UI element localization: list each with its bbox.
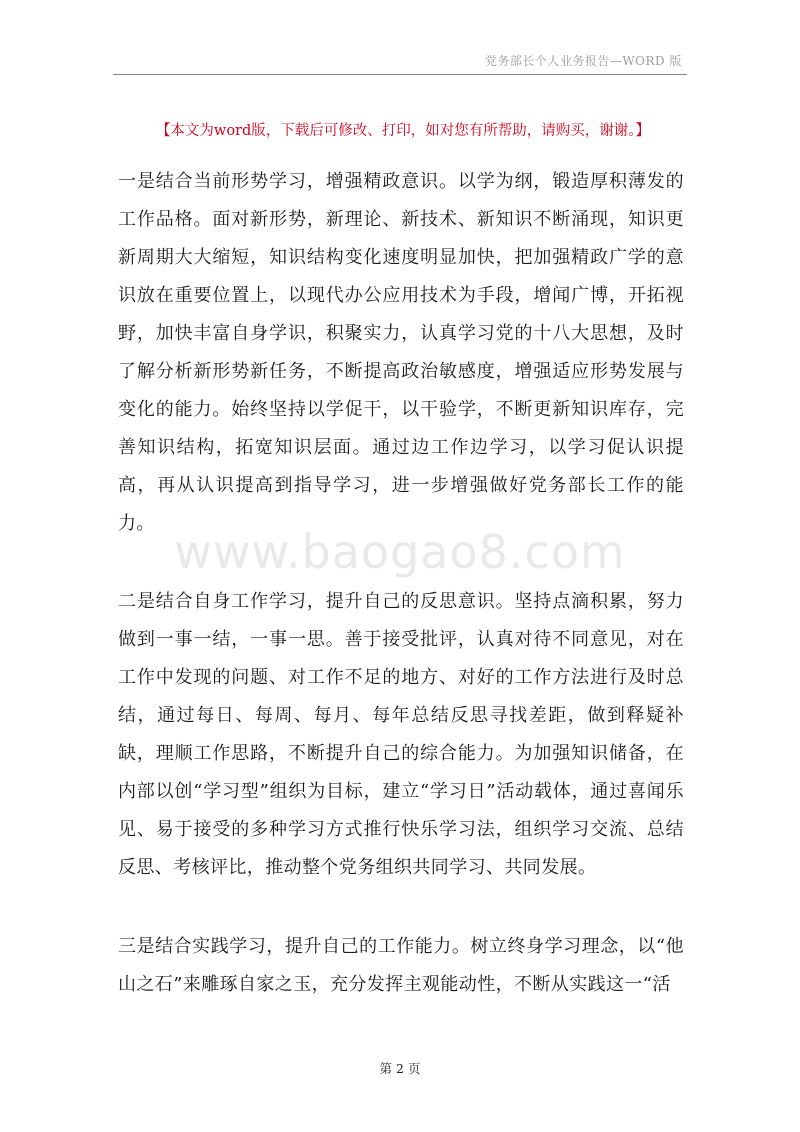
watermark: www.baogao8.com [174, 525, 626, 579]
running-header-title: 党务部长个人业务报告—WORD 版 [484, 54, 682, 68]
download-notice: 【本文为word版，下载后可修改、打印，如对您有所帮助，请购买，谢谢。】 [155, 123, 651, 139]
body-paragraph-3: 三是结合实践学习，提升自己的工作能力。树立终身学习理念，以“他山之石”来雕琢自家之玉，充分发挥主观能动性，不断从实践这一“活 [118, 936, 684, 995]
body-paragraph-1: 一是结合当前形势学习，增强精政意识。以学为纲，锻造厚积薄发的工作品格。面对新形势，新理论、新技术、新知识不断涌现，知识更新周期大大缩短，知识结构变化速度明显加快，把加强精政广学的意识放在重要位置上，以现代办公应用技术为手段，增闻广博，开拓视野，加快丰富自身学识，积聚实力，认真学习党的十八大思想，及时了解分析新形势新任务，不断提高政治敏感度，增强适应形势发展与变化的能力。始终坚持以学促干，以干验学，不断更新知识库存，完善知识结构，拓宽知识层面。通过边工作边学习，以学习促认识提高，再从认识提高到指导学习，进一步增强做好党务部长工作的能力。 [118, 171, 684, 534]
body-paragraph-2: 二是结合自身工作学习，提升自己的反思意识。坚持点滴积累，努力做到一事一结，一事一思。善于接受批评，认真对待不同意见，对在工作中发现的问题、对工作不足的地方、对好的工作方法进行及时总结，通过每日、每周、每月、每年总结反思寻找差距，做到释疑补缺，理顺工作思路，不断提升自己的综合能力。为加强知识储备，在内部以创“学习型”组织为目标，建立“学习日”活动载体，通过喜闻乐见、易于接受的多种学习方式推行快乐学习法，组织学习交流、总结反思、考核评比，推动整个党务组织共同学习、共同发展。 [118, 591, 684, 878]
header-divider [113, 74, 687, 75]
page-number: 第 2 页 [379, 1061, 421, 1076]
